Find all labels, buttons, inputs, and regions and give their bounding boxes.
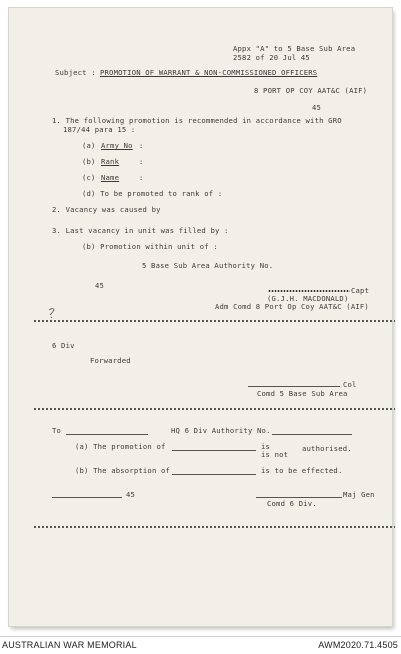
promotion-of: (a) The promotion of	[75, 442, 166, 451]
unit-number: 45	[312, 103, 322, 112]
para3-line1: 3. Last vacancy in unit was filled by :	[52, 226, 229, 235]
divider-2	[33, 408, 395, 410]
para2-text: 2. Vacancy was caused by	[52, 205, 161, 214]
army-no-field: Army No	[101, 141, 133, 150]
para1-d-text: (d) To be promoted to rank of :	[82, 189, 223, 198]
rank-colon: :	[139, 157, 144, 166]
authority-line	[272, 434, 352, 435]
para1-c-label: (c)	[82, 173, 96, 182]
document-sheet	[9, 8, 392, 626]
effected-text: is to be effected.	[261, 466, 343, 475]
hq-authority: HQ 6 Div Authority No.	[171, 426, 271, 435]
subject-text: PROMOTION OF WARRANT & NON-COMMISSIONED OFFICERS	[100, 68, 318, 77]
appendix-reference: Appx "A" to 5 Base Sub Area	[233, 44, 356, 53]
maj-gen-line	[256, 497, 342, 498]
army-no-colon: :	[139, 141, 144, 150]
sig1-name: (G.J.H. MACDONALD)	[267, 294, 349, 303]
promotion-line	[172, 450, 256, 451]
subject-label: Subject :	[55, 68, 96, 77]
unit-name: 8 PORT OP COY AAT&C (AIF)	[254, 86, 368, 95]
forward-title: Comd 5 Base Sub Area	[257, 389, 348, 398]
is-text: is	[261, 442, 271, 451]
para3-b-text: (b) Promotion within unit of :	[82, 242, 218, 251]
rank-field: Rank	[101, 157, 120, 166]
maj-gen-rank: Maj Gen	[343, 490, 375, 499]
para3-authority: 5 Base Sub Area Authority No.	[142, 261, 274, 270]
sig1-number: 45	[95, 281, 105, 290]
date-line	[52, 497, 122, 498]
sig1-rank: Capt	[351, 286, 370, 295]
name-field: Name	[101, 173, 120, 182]
absorption-line	[172, 474, 256, 475]
section3-number: 45	[126, 490, 136, 499]
forward-rank: Col	[343, 380, 357, 389]
col-signature-line	[248, 386, 340, 387]
name-colon: :	[139, 173, 144, 182]
forward-text: Forwarded	[90, 356, 131, 365]
divider-1	[33, 320, 395, 322]
is-not-text: is not	[261, 450, 289, 459]
footer-accession: AWM2020.71.4505	[318, 640, 398, 650]
para1-line1: 1. The following promotion is recommended in accordance with GRO	[52, 116, 342, 125]
sig1-dotted-line	[268, 290, 350, 292]
pencil-mark-icon	[47, 307, 57, 319]
para1-line2: 187/44 para 15 :	[63, 125, 136, 134]
to-line	[66, 434, 148, 435]
footer-bar	[0, 636, 401, 654]
forward-from: 6 Div	[52, 341, 75, 350]
para1-b-label: (b)	[82, 157, 96, 166]
para1-a-label: (a)	[82, 141, 96, 150]
divider-3	[33, 526, 395, 528]
letter-reference: 2582 of 20 Jul 45	[233, 53, 310, 62]
sig1-title: Adm Comd 8 Port Op Coy AAT&C (AIF)	[215, 302, 369, 311]
footer-credit: AUSTRALIAN WAR MEMORIAL	[2, 640, 137, 650]
absorption-of: (b) The absorption of	[75, 466, 171, 475]
to-label: To	[52, 426, 62, 435]
maj-gen-title: Comd 6 Div.	[267, 499, 317, 508]
authorised-text: authorised.	[302, 444, 352, 453]
